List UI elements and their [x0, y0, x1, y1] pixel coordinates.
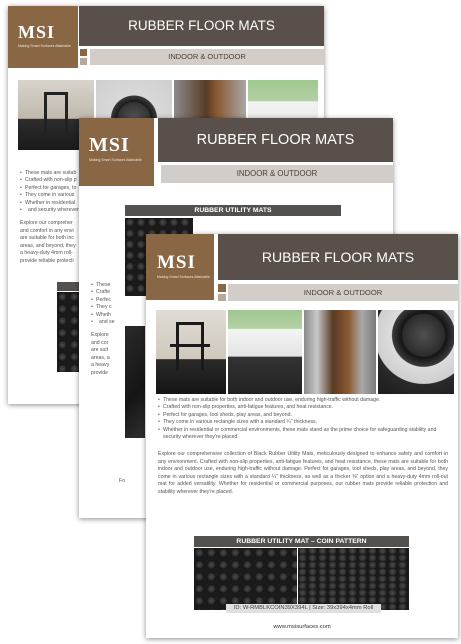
deco-square	[218, 284, 226, 292]
feature-item: • and se	[91, 319, 147, 326]
logo-text: MSI	[157, 252, 196, 273]
page-title: RUBBER FLOOR MATS	[79, 6, 324, 46]
para-line: Explore	[91, 332, 109, 338]
para-line: areas, a	[91, 354, 110, 361]
para-line: provide	[91, 369, 109, 376]
logo-tagline: Making Smart Surfaces Attainable	[89, 158, 142, 162]
feature-item: • They c	[91, 304, 147, 311]
page-title: RUBBER FLOOR MATS	[158, 118, 393, 162]
para-line: and cor	[91, 339, 109, 346]
feature-item: • Wheth	[91, 312, 147, 319]
section-bar: RUBBER UTILITY MAT – COIN PATTERN	[194, 536, 409, 547]
para-line: a heavy	[91, 362, 110, 369]
para-line: a heavy-duty 4mm roll-	[20, 250, 73, 257]
website[interactable]: www.msisurfaces.com	[273, 624, 331, 630]
logo-tagline: Making Smart Surfaces Attainable	[157, 275, 210, 279]
feature-item: • Perfect for garages, tool sheds, play areas, and beyond.	[158, 412, 448, 419]
page-subtitle: INDOOR & OUTDOOR	[90, 49, 324, 65]
page-subtitle: INDOOR & OUTDOOR	[228, 284, 458, 301]
section-bar: RUBBER UTILITY MATS	[125, 205, 341, 216]
logo-text: MSI	[89, 134, 130, 156]
description-paragraph: Explore our comprehensive collection of Black Rubber Utility Mats, meticulously designed to enhance safety and comfort in any environment. Crafted with non-slip properties, anti-fatigue features, and heat resistance, these mats are suitable for both indoor and outdoor use, enduring high-traffic without damage. Perfect for garages, tool sheds, play areas, and beyond, they come in various rectangle sizes with a standard ¼" thickness, as well as a thicker ⅜" option and a heavy-duty 4mm roll-out mat for added versatility. Whether for residential or commercial purposes, our rubber mats provide reliable protection and stability wherever they're placed.	[158, 451, 448, 495]
feature-item: • These mats are suitable for both indoor and outdoor use, enduring high-traffic without damage.	[158, 397, 448, 404]
gym-photo	[156, 310, 226, 394]
feature-list	[158, 397, 448, 441]
deco-square	[80, 49, 87, 56]
tire-photo	[378, 310, 454, 394]
feature-item: • Perfect for garages, to	[20, 185, 90, 192]
feature-item: • These	[91, 282, 147, 289]
para-line: Explore our compreher	[20, 220, 73, 226]
feature-item: • Whether in residential or commercial environments, these mats stand as the prime choice for safeguarding stability and security wherever they're placed.	[158, 427, 448, 442]
horse-trailer-photo	[304, 310, 376, 394]
msi-logo	[79, 118, 154, 186]
footnote-fragment: Fo	[119, 478, 126, 484]
deco-square	[218, 294, 226, 301]
feature-item: • Crafte	[91, 289, 147, 296]
feature-item: • and security wherever	[20, 207, 90, 214]
feature-item: • They come in various	[20, 192, 90, 199]
coin-mat-roll	[298, 548, 409, 610]
feature-item: • These mats are suitab	[20, 170, 90, 177]
feature-item: • Crafted with non-slip properties, anti-fatigue features, and heat resistance.	[158, 404, 448, 411]
para-line: areas, and beyond, they	[20, 242, 76, 249]
para-line: are suit	[91, 347, 109, 354]
logo-text: MSI	[18, 22, 56, 42]
logo-tagline: Making Smart Surfaces Attainable	[18, 44, 71, 48]
feature-item: • Crafted with non-slip p	[20, 177, 90, 184]
msi-logo	[146, 234, 214, 300]
truck-bed-photo	[228, 310, 302, 394]
feature-item: • Perfec	[91, 297, 147, 304]
page-subtitle: INDOOR & OUTDOOR	[161, 165, 393, 183]
mat-swatch	[125, 326, 145, 438]
feature-item: • They come in various rectangle sizes with a standard ¼" thickness.	[158, 419, 448, 426]
coin-mat-swatch	[194, 548, 297, 610]
description-paragraph	[91, 332, 125, 378]
para-line: provide reliable protecti	[20, 257, 74, 264]
deco-square	[80, 58, 87, 65]
product-photos	[156, 310, 454, 394]
msi-logo	[8, 6, 78, 68]
product-id: ID: W-RMBLKCOIN39X394L | Size: 39x394x4mm Roll	[226, 604, 381, 613]
para-line: are suitable for both inc	[20, 235, 74, 242]
para-line: and comfort in any envi	[20, 227, 74, 234]
brochure-page-front	[146, 234, 458, 638]
feature-item: • Whether in residential	[20, 200, 90, 207]
page-title: RUBBER FLOOR MATS	[218, 234, 458, 280]
